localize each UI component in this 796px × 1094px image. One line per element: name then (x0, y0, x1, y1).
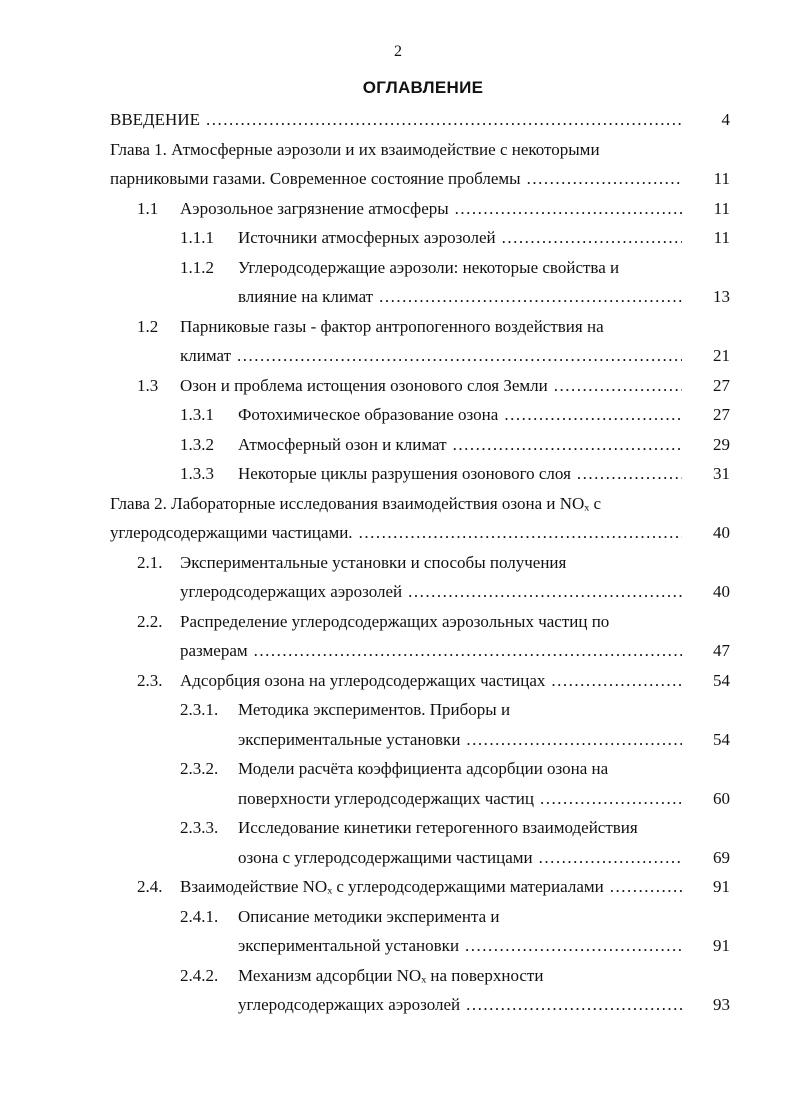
toc-entry-number: 2.4.1. (180, 907, 219, 926)
toc-entry-page: 40 (713, 582, 730, 601)
toc-entry-number: 2.3.1. (180, 700, 219, 719)
toc-entry-title: Углеродсодержащие аэрозоли: некоторые свойства и (238, 258, 620, 277)
toc-entry-line (0, 610, 796, 634)
toc-entry-line (0, 580, 796, 604)
dot-leader (453, 433, 682, 457)
toc-entry-line (0, 285, 796, 309)
toc-entry-line (0, 905, 796, 929)
dot-leader (359, 521, 682, 545)
toc-entry-number: 1.3 (137, 376, 159, 395)
toc-entry-title: Фотохимическое образование озона (238, 405, 499, 424)
toc-entry-title: Исследование кинетики гетерогенного взаимодействия (238, 818, 638, 837)
toc-entry-line (0, 846, 796, 870)
toc-entry-line (0, 256, 796, 280)
toc-entry-title: углеродсодержащими частицами. (110, 523, 353, 542)
toc-entry-number: 2.3.2. (180, 759, 219, 778)
dot-leader (465, 934, 682, 958)
toc-entry-page: 21 (713, 346, 730, 365)
toc-entry-line (0, 993, 796, 1017)
dot-leader (379, 285, 682, 309)
toc-entry-line (0, 226, 796, 250)
toc-entry-line (0, 433, 796, 457)
toc-entry-title: размерам (180, 641, 248, 660)
toc-entry-title: углеродсодержащих аэрозолей (238, 995, 461, 1014)
dot-leader (551, 669, 682, 693)
toc-entry-title: Аэрозольное загрязнение атмосферы (180, 199, 449, 218)
toc-entry-title: экспериментальной установки (238, 936, 460, 955)
toc-entry-title: озона с углеродсодержащими частицами (238, 848, 533, 867)
dot-leader (540, 787, 682, 811)
toc-entry-line (0, 108, 796, 132)
toc-entry-line (0, 138, 796, 162)
toc-entry-page: 27 (713, 376, 730, 395)
toc-entry-title: Модели расчёта коэффициента адсорбции озона на (238, 759, 609, 778)
toc-entry-title: Механизм адсорбции NOₓ на поверхности (238, 966, 544, 985)
toc-entry-page: 60 (713, 789, 730, 808)
dot-leader (455, 197, 682, 221)
dot-leader (610, 875, 682, 899)
toc-entry-number: 1.2 (137, 317, 159, 336)
dot-leader (466, 728, 682, 752)
toc-entry-title: поверхности углеродсодержащих частиц (238, 789, 534, 808)
toc-entry-title: экспериментальные установки (238, 730, 461, 749)
toc-entry-title: Методика экспериментов. Приборы и (238, 700, 511, 719)
toc-entry-page: 91 (713, 877, 730, 896)
toc-entry-number: 2.3.3. (180, 818, 219, 837)
toc-entry-title: Экспериментальные установки и способы получения (180, 553, 567, 572)
toc-entry-line (0, 315, 796, 339)
toc-entry-line (0, 964, 796, 988)
toc-entry-page: 4 (721, 110, 730, 129)
toc-entry-title: ВВЕДЕНИЕ (110, 110, 200, 129)
toc-entry-number: 1.3.2 (180, 435, 214, 454)
toc-entry-title: Адсорбция озона на углеродсодержащих частицах (180, 671, 546, 690)
toc-entry-number: 2.2. (137, 612, 163, 631)
dot-leader (554, 374, 682, 398)
toc-entry-line (0, 374, 796, 398)
toc-entry-title: углеродсодержащих аэрозолей (180, 582, 403, 601)
dot-leader (237, 344, 682, 368)
toc-entry-number: 1.1.2 (180, 258, 214, 277)
toc-entry-line (0, 492, 796, 516)
toc-entry-page: 47 (713, 641, 730, 660)
toc-entry-title: Глава 2. Лабораторные исследования взаимодействия озона и NOₓ с (110, 494, 602, 513)
dot-leader (504, 403, 682, 427)
toc-entry-line (0, 403, 796, 427)
toc-entry-number: 1.3.1 (180, 405, 214, 424)
toc-entry-line (0, 197, 796, 221)
toc-entry-page: 91 (713, 936, 730, 955)
dot-leader (502, 226, 682, 250)
toc-entry-line (0, 344, 796, 368)
toc-entry-line (0, 757, 796, 781)
toc-entry-line (0, 875, 796, 899)
toc-entry-page: 93 (713, 995, 730, 1014)
toc-entry-line (0, 728, 796, 752)
toc-entry-page: 11 (713, 199, 730, 218)
dot-leader (539, 846, 682, 870)
toc-entry-page: 11 (713, 169, 730, 188)
toc-title: ОГЛАВЛЕНИЕ (362, 78, 484, 97)
toc-entry-title: Озон и проблема истощения озонового слоя Земли (180, 376, 548, 395)
dot-leader (408, 580, 682, 604)
dot-leader (206, 108, 682, 132)
toc-entry-title: Атмосферный озон и климат (238, 435, 447, 454)
toc-entry-line (0, 462, 796, 486)
toc-entry-number: 2.1. (137, 553, 163, 572)
toc-entry-line (0, 639, 796, 663)
toc-entry-title: Парниковые газы - фактор антропогенного воздействия на (180, 317, 604, 336)
toc-entry-title: климат (180, 346, 232, 365)
toc-entry-line (0, 787, 796, 811)
toc-entry-page: 13 (713, 287, 730, 306)
toc-entry-title: влияние на климат (238, 287, 374, 306)
toc-entry-page: 40 (713, 523, 730, 542)
toc-entry-title: Описание методики эксперимента и (238, 907, 500, 926)
toc-entry-number: 2.3. (137, 671, 163, 690)
toc-entry-number: 1.1 (137, 199, 159, 218)
toc-entry-title: парниковыми газами. Современное состояние проблемы (110, 169, 521, 188)
toc-entry-title: Некоторые циклы разрушения озонового слоя (238, 464, 571, 483)
toc-entry-line (0, 934, 796, 958)
dot-leader (254, 639, 682, 663)
toc-entry-page: 54 (713, 730, 730, 749)
toc-entry-page: 27 (713, 405, 730, 424)
toc-entry-line (0, 551, 796, 575)
dot-leader (527, 167, 682, 191)
toc-entry-page: 11 (713, 228, 730, 247)
toc-entry-page: 54 (713, 671, 730, 690)
toc-entry-number: 1.3.3 (180, 464, 214, 483)
toc-entry-line (0, 669, 796, 693)
dot-leader (577, 462, 682, 486)
toc-entry-number: 2.4.2. (180, 966, 219, 985)
toc-entry-title: Глава 1. Атмосферные аэрозоли и их взаимодействие с некоторыми (110, 140, 600, 159)
toc-entry-line (0, 816, 796, 840)
toc-entry-title: Источники атмосферных аэрозолей (238, 228, 496, 247)
toc-entry-line (0, 521, 796, 545)
toc-entry-number: 1.1.1 (180, 228, 214, 247)
toc-entry-line (0, 167, 796, 191)
toc-entry-title: Взаимодействие NOₓ с углеродсодержащими материалами (180, 877, 604, 896)
toc-entry-page: 69 (713, 848, 730, 867)
page-number: 2 (394, 43, 402, 60)
toc-entry-number: 2.4. (137, 877, 163, 896)
toc-entry-title: Распределение углеродсодержащих аэрозольных частиц по (180, 612, 610, 631)
toc-entry-line (0, 698, 796, 722)
toc-entry-page: 31 (713, 464, 730, 483)
dot-leader (466, 993, 682, 1017)
toc-entry-page: 29 (713, 435, 730, 454)
